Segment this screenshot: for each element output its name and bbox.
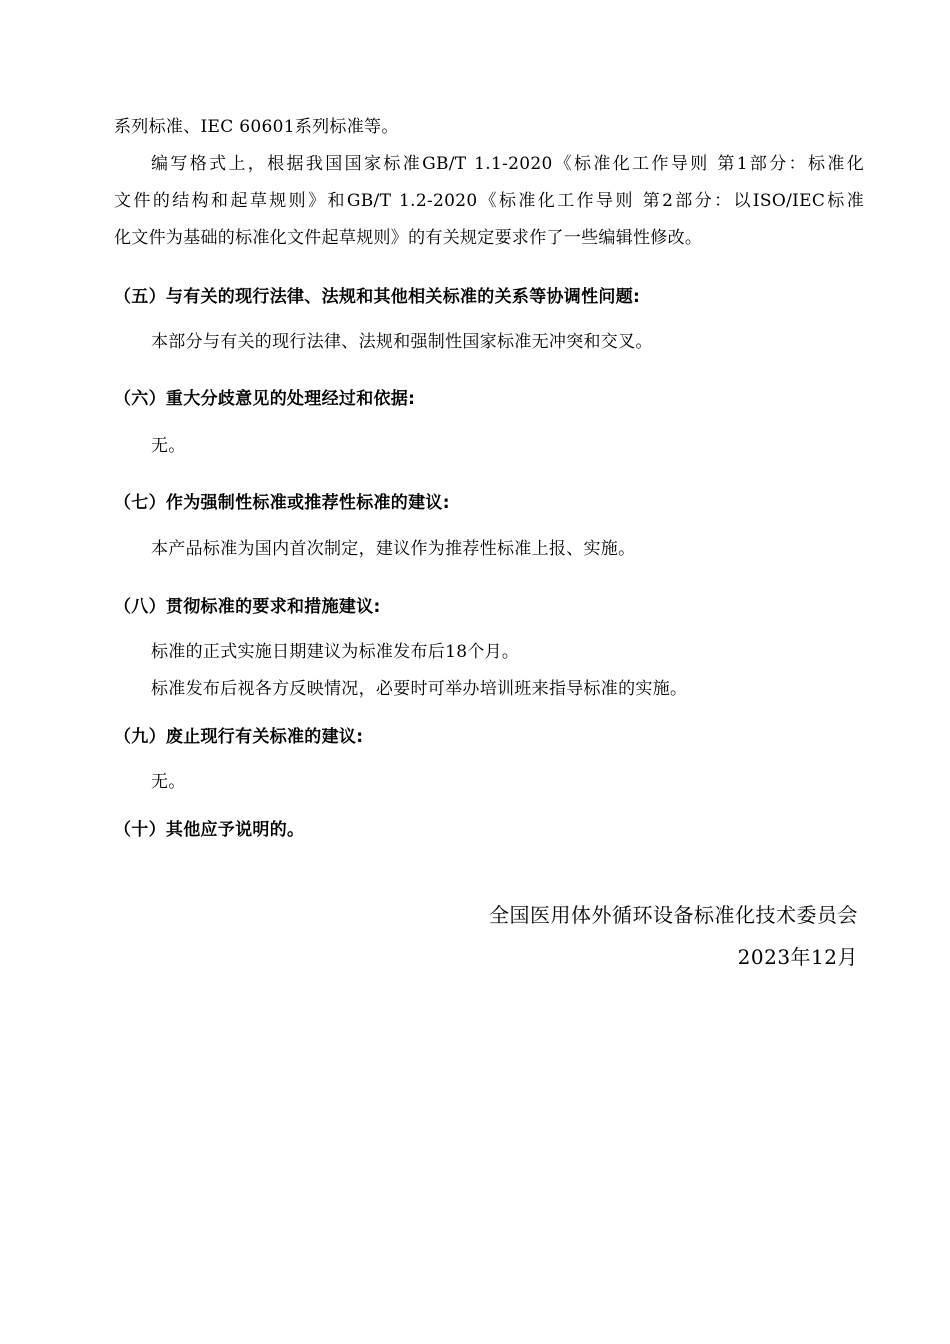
section-text-9: 无。 xyxy=(151,772,186,792)
signature-date: 2023年12月 xyxy=(737,945,858,969)
section-heading-10: （十）其他应予说明的。 xyxy=(114,820,305,840)
paragraph-continuation: 系列标准、IEC 60601系列标准等。 xyxy=(114,117,399,137)
section-text-5: 本部分与有关的现行法律、法规和强制性国家标准无冲突和交叉。 xyxy=(151,332,653,352)
section-heading-6: （六）重大分歧意见的处理经过和依据: xyxy=(114,389,416,409)
section-heading-5: （五）与有关的现行法律、法规和其他相关标准的关系等协调性问题: xyxy=(114,287,641,307)
section-heading-8: （八）贯彻标准的要求和措施建议: xyxy=(114,597,381,617)
section-heading-9: （九）废止现行有关标准的建议: xyxy=(114,727,364,747)
format-paragraph-line-3: 化文件为基础的标准化文件起草规则》的有关规定要求作了一些编辑性修改。 xyxy=(114,228,703,248)
section-text-8-2: 标准发布后视各方反映情况，必要时可举办培训班来指导标准的实施。 xyxy=(151,679,688,699)
section-heading-7: （七）作为强制性标准或推荐性标准的建议: xyxy=(114,493,450,513)
format-paragraph-line-2: 文件的结构和起草规则》和GB/T 1.2-2020《标准化工作导则 第2部分：以ISO/IEC标准 xyxy=(114,191,864,211)
section-text-8-1: 标准的正式实施日期建议为标准发布后18个月。 xyxy=(151,642,520,662)
signature-organization: 全国医用体外循环设备标准化技术委员会 xyxy=(489,903,858,927)
section-text-7: 本产品标准为国内首次制定，建议作为推荐性标准上报、实施。 xyxy=(151,539,636,559)
format-paragraph-line-1: 编写格式上，根据我国国家标准GB/T 1.1-2020《标准化工作导则 第1部分：标准化 xyxy=(151,154,864,174)
section-text-6: 无。 xyxy=(151,436,186,456)
